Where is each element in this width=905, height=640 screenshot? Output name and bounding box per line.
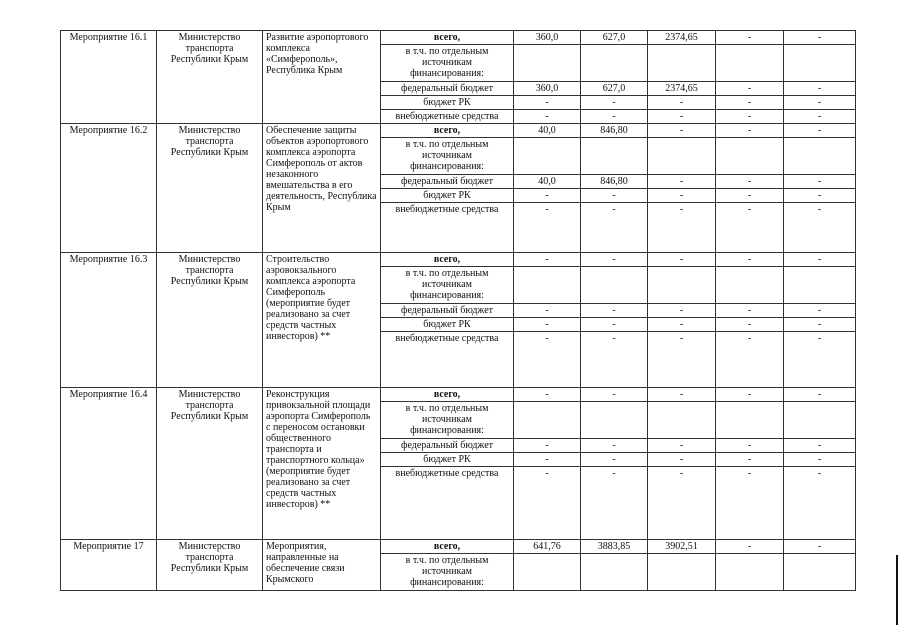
- funding-source-cell: в т.ч. по отдельным источникам финансирования:: [381, 138, 514, 175]
- amount-cell: -: [648, 124, 716, 138]
- amount-cell: -: [514, 439, 581, 453]
- amount-cell: -: [648, 318, 716, 332]
- amount-cell: [514, 138, 581, 175]
- amount-cell: [581, 45, 648, 82]
- amount-cell: -: [784, 304, 856, 318]
- funding-source-cell: федеральный бюджет: [381, 175, 514, 189]
- amount-cell: -: [581, 439, 648, 453]
- amount-cell: 360,0: [514, 31, 581, 45]
- amount-cell: -: [514, 253, 581, 267]
- amount-cell: [716, 267, 784, 304]
- amount-cell: -: [784, 253, 856, 267]
- amount-cell: 2374,65: [648, 31, 716, 45]
- amount-cell: -: [581, 253, 648, 267]
- amount-cell: -: [514, 189, 581, 203]
- funding-source-cell: внебюджетные средства: [381, 203, 514, 253]
- activity-title-cell: Реконструкция привокзальной площади аэропорта Симферополь с переносом остановки общественного транспорта и транспортного кольца» (мероприятие будет реализовано за счет средств частных инвесторов) **: [263, 388, 381, 540]
- amount-cell: -: [581, 388, 648, 402]
- amount-cell: -: [648, 304, 716, 318]
- organization-cell: Министерство транспорта Республики Крым: [157, 388, 263, 540]
- amount-cell: [581, 402, 648, 439]
- amount-cell: 627,0: [581, 82, 648, 96]
- amount-cell: -: [784, 439, 856, 453]
- activity-cell: Мероприятие 16.1: [61, 31, 157, 124]
- funding-source-cell: всего,: [381, 124, 514, 138]
- funding-source-cell: всего,: [381, 253, 514, 267]
- organization-cell: Министерство транспорта Республики Крым: [157, 31, 263, 124]
- activity-title-cell: Развитие аэропортового комплекса «Симферополь», Республика Крым: [263, 31, 381, 124]
- amount-cell: 641,76: [514, 540, 581, 554]
- amount-cell: 40,0: [514, 124, 581, 138]
- amount-cell: -: [648, 96, 716, 110]
- amount-cell: -: [514, 304, 581, 318]
- amount-cell: [514, 554, 581, 591]
- amount-cell: -: [581, 110, 648, 124]
- amount-cell: -: [716, 388, 784, 402]
- amount-cell: -: [716, 110, 784, 124]
- amount-cell: -: [716, 318, 784, 332]
- amount-cell: [648, 267, 716, 304]
- amount-cell: 846,80: [581, 175, 648, 189]
- amount-cell: -: [716, 453, 784, 467]
- amount-cell: -: [648, 253, 716, 267]
- amount-cell: [648, 138, 716, 175]
- amount-cell: 846,80: [581, 124, 648, 138]
- amount-cell: 627,0: [581, 31, 648, 45]
- amount-cell: [784, 402, 856, 439]
- amount-cell: -: [716, 96, 784, 110]
- table-row: [61, 253, 856, 267]
- amount-cell: -: [784, 203, 856, 253]
- amount-cell: -: [648, 110, 716, 124]
- activity-title-cell: Строительство аэровокзального комплекса аэропорта Симферополь (мероприятие будет реализовано за счет средств частных инвесторов) **: [263, 253, 381, 388]
- amount-cell: -: [716, 467, 784, 540]
- amount-cell: -: [514, 388, 581, 402]
- amount-cell: -: [581, 467, 648, 540]
- funding-source-cell: всего,: [381, 388, 514, 402]
- amount-cell: -: [514, 332, 581, 388]
- financing-table: [60, 30, 856, 591]
- amount-cell: -: [514, 203, 581, 253]
- funding-source-cell: федеральный бюджет: [381, 439, 514, 453]
- amount-cell: -: [514, 453, 581, 467]
- amount-cell: -: [716, 124, 784, 138]
- activity-title-cell: Мероприятия, направленные на обеспечение связи Крымского: [263, 540, 381, 591]
- activity-title-cell: Обеспечение защиты объектов аэропортового комплекса аэропорта Симферополь от актов незаконного вмешательства в его деятельность, Республика Крым: [263, 124, 381, 253]
- amount-cell: -: [784, 388, 856, 402]
- amount-cell: 3902,51: [648, 540, 716, 554]
- amount-cell: -: [581, 304, 648, 318]
- table-row: [61, 124, 856, 138]
- amount-cell: -: [716, 82, 784, 96]
- amount-cell: -: [716, 31, 784, 45]
- activity-cell: Мероприятие 16.2: [61, 124, 157, 253]
- amount-cell: 3883,85: [581, 540, 648, 554]
- activity-cell: Мероприятие 17: [61, 540, 157, 591]
- funding-source-cell: внебюджетные средства: [381, 332, 514, 388]
- organization-cell: Министерство транспорта Республики Крым: [157, 540, 263, 591]
- amount-cell: [648, 402, 716, 439]
- amount-cell: -: [648, 332, 716, 388]
- amount-cell: [514, 45, 581, 82]
- table-row: [61, 540, 856, 554]
- amount-cell: 40,0: [514, 175, 581, 189]
- amount-cell: -: [716, 540, 784, 554]
- amount-cell: [716, 402, 784, 439]
- activity-cell: Мероприятие 16.3: [61, 253, 157, 388]
- funding-source-cell: в т.ч. по отдельным источникам финансирования:: [381, 267, 514, 304]
- amount-cell: [784, 138, 856, 175]
- amount-cell: -: [648, 189, 716, 203]
- financing-table-body: [61, 31, 856, 591]
- amount-cell: -: [784, 540, 856, 554]
- amount-cell: -: [716, 203, 784, 253]
- table-row: [61, 31, 856, 45]
- amount-cell: -: [648, 203, 716, 253]
- organization-cell: Министерство транспорта Республики Крым: [157, 124, 263, 253]
- amount-cell: [784, 267, 856, 304]
- funding-source-cell: бюджет РК: [381, 453, 514, 467]
- amount-cell: -: [581, 318, 648, 332]
- amount-cell: -: [716, 439, 784, 453]
- amount-cell: [784, 554, 856, 591]
- amount-cell: -: [581, 96, 648, 110]
- amount-cell: [716, 45, 784, 82]
- funding-source-cell: внебюджетные средства: [381, 467, 514, 540]
- amount-cell: -: [716, 253, 784, 267]
- amount-cell: -: [784, 124, 856, 138]
- funding-source-cell: федеральный бюджет: [381, 82, 514, 96]
- amount-cell: -: [514, 96, 581, 110]
- margin-mark: [896, 555, 898, 625]
- funding-source-cell: бюджет РК: [381, 96, 514, 110]
- amount-cell: -: [648, 467, 716, 540]
- amount-cell: 2374,65: [648, 82, 716, 96]
- funding-source-cell: внебюджетные средства: [381, 110, 514, 124]
- activity-cell: Мероприятие 16.4: [61, 388, 157, 540]
- amount-cell: -: [581, 203, 648, 253]
- amount-cell: -: [648, 453, 716, 467]
- amount-cell: -: [581, 453, 648, 467]
- amount-cell: -: [648, 175, 716, 189]
- amount-cell: [648, 45, 716, 82]
- amount-cell: -: [514, 318, 581, 332]
- amount-cell: -: [784, 318, 856, 332]
- amount-cell: -: [648, 439, 716, 453]
- funding-source-cell: бюджет РК: [381, 189, 514, 203]
- amount-cell: -: [581, 332, 648, 388]
- amount-cell: -: [784, 332, 856, 388]
- amount-cell: [648, 554, 716, 591]
- funding-source-cell: всего,: [381, 31, 514, 45]
- amount-cell: -: [514, 110, 581, 124]
- funding-source-cell: всего,: [381, 540, 514, 554]
- amount-cell: -: [581, 189, 648, 203]
- amount-cell: -: [648, 388, 716, 402]
- amount-cell: -: [784, 31, 856, 45]
- amount-cell: -: [784, 175, 856, 189]
- amount-cell: -: [514, 467, 581, 540]
- amount-cell: [784, 45, 856, 82]
- amount-cell: [581, 138, 648, 175]
- amount-cell: -: [716, 304, 784, 318]
- funding-source-cell: федеральный бюджет: [381, 304, 514, 318]
- amount-cell: [514, 267, 581, 304]
- amount-cell: [514, 402, 581, 439]
- organization-cell: Министерство транспорта Республики Крым: [157, 253, 263, 388]
- amount-cell: [716, 554, 784, 591]
- amount-cell: -: [716, 175, 784, 189]
- funding-source-cell: бюджет РК: [381, 318, 514, 332]
- amount-cell: [581, 554, 648, 591]
- amount-cell: -: [784, 96, 856, 110]
- table-row: [61, 388, 856, 402]
- amount-cell: -: [784, 467, 856, 540]
- amount-cell: 360,0: [514, 82, 581, 96]
- amount-cell: -: [716, 189, 784, 203]
- funding-source-cell: в т.ч. по отдельным источникам финансирования:: [381, 45, 514, 82]
- amount-cell: -: [784, 82, 856, 96]
- amount-cell: -: [784, 110, 856, 124]
- funding-source-cell: в т.ч. по отдельным источникам финансирования:: [381, 554, 514, 591]
- amount-cell: [581, 267, 648, 304]
- amount-cell: [716, 138, 784, 175]
- funding-source-cell: в т.ч. по отдельным источникам финансирования:: [381, 402, 514, 439]
- amount-cell: -: [784, 453, 856, 467]
- amount-cell: -: [784, 189, 856, 203]
- amount-cell: -: [716, 332, 784, 388]
